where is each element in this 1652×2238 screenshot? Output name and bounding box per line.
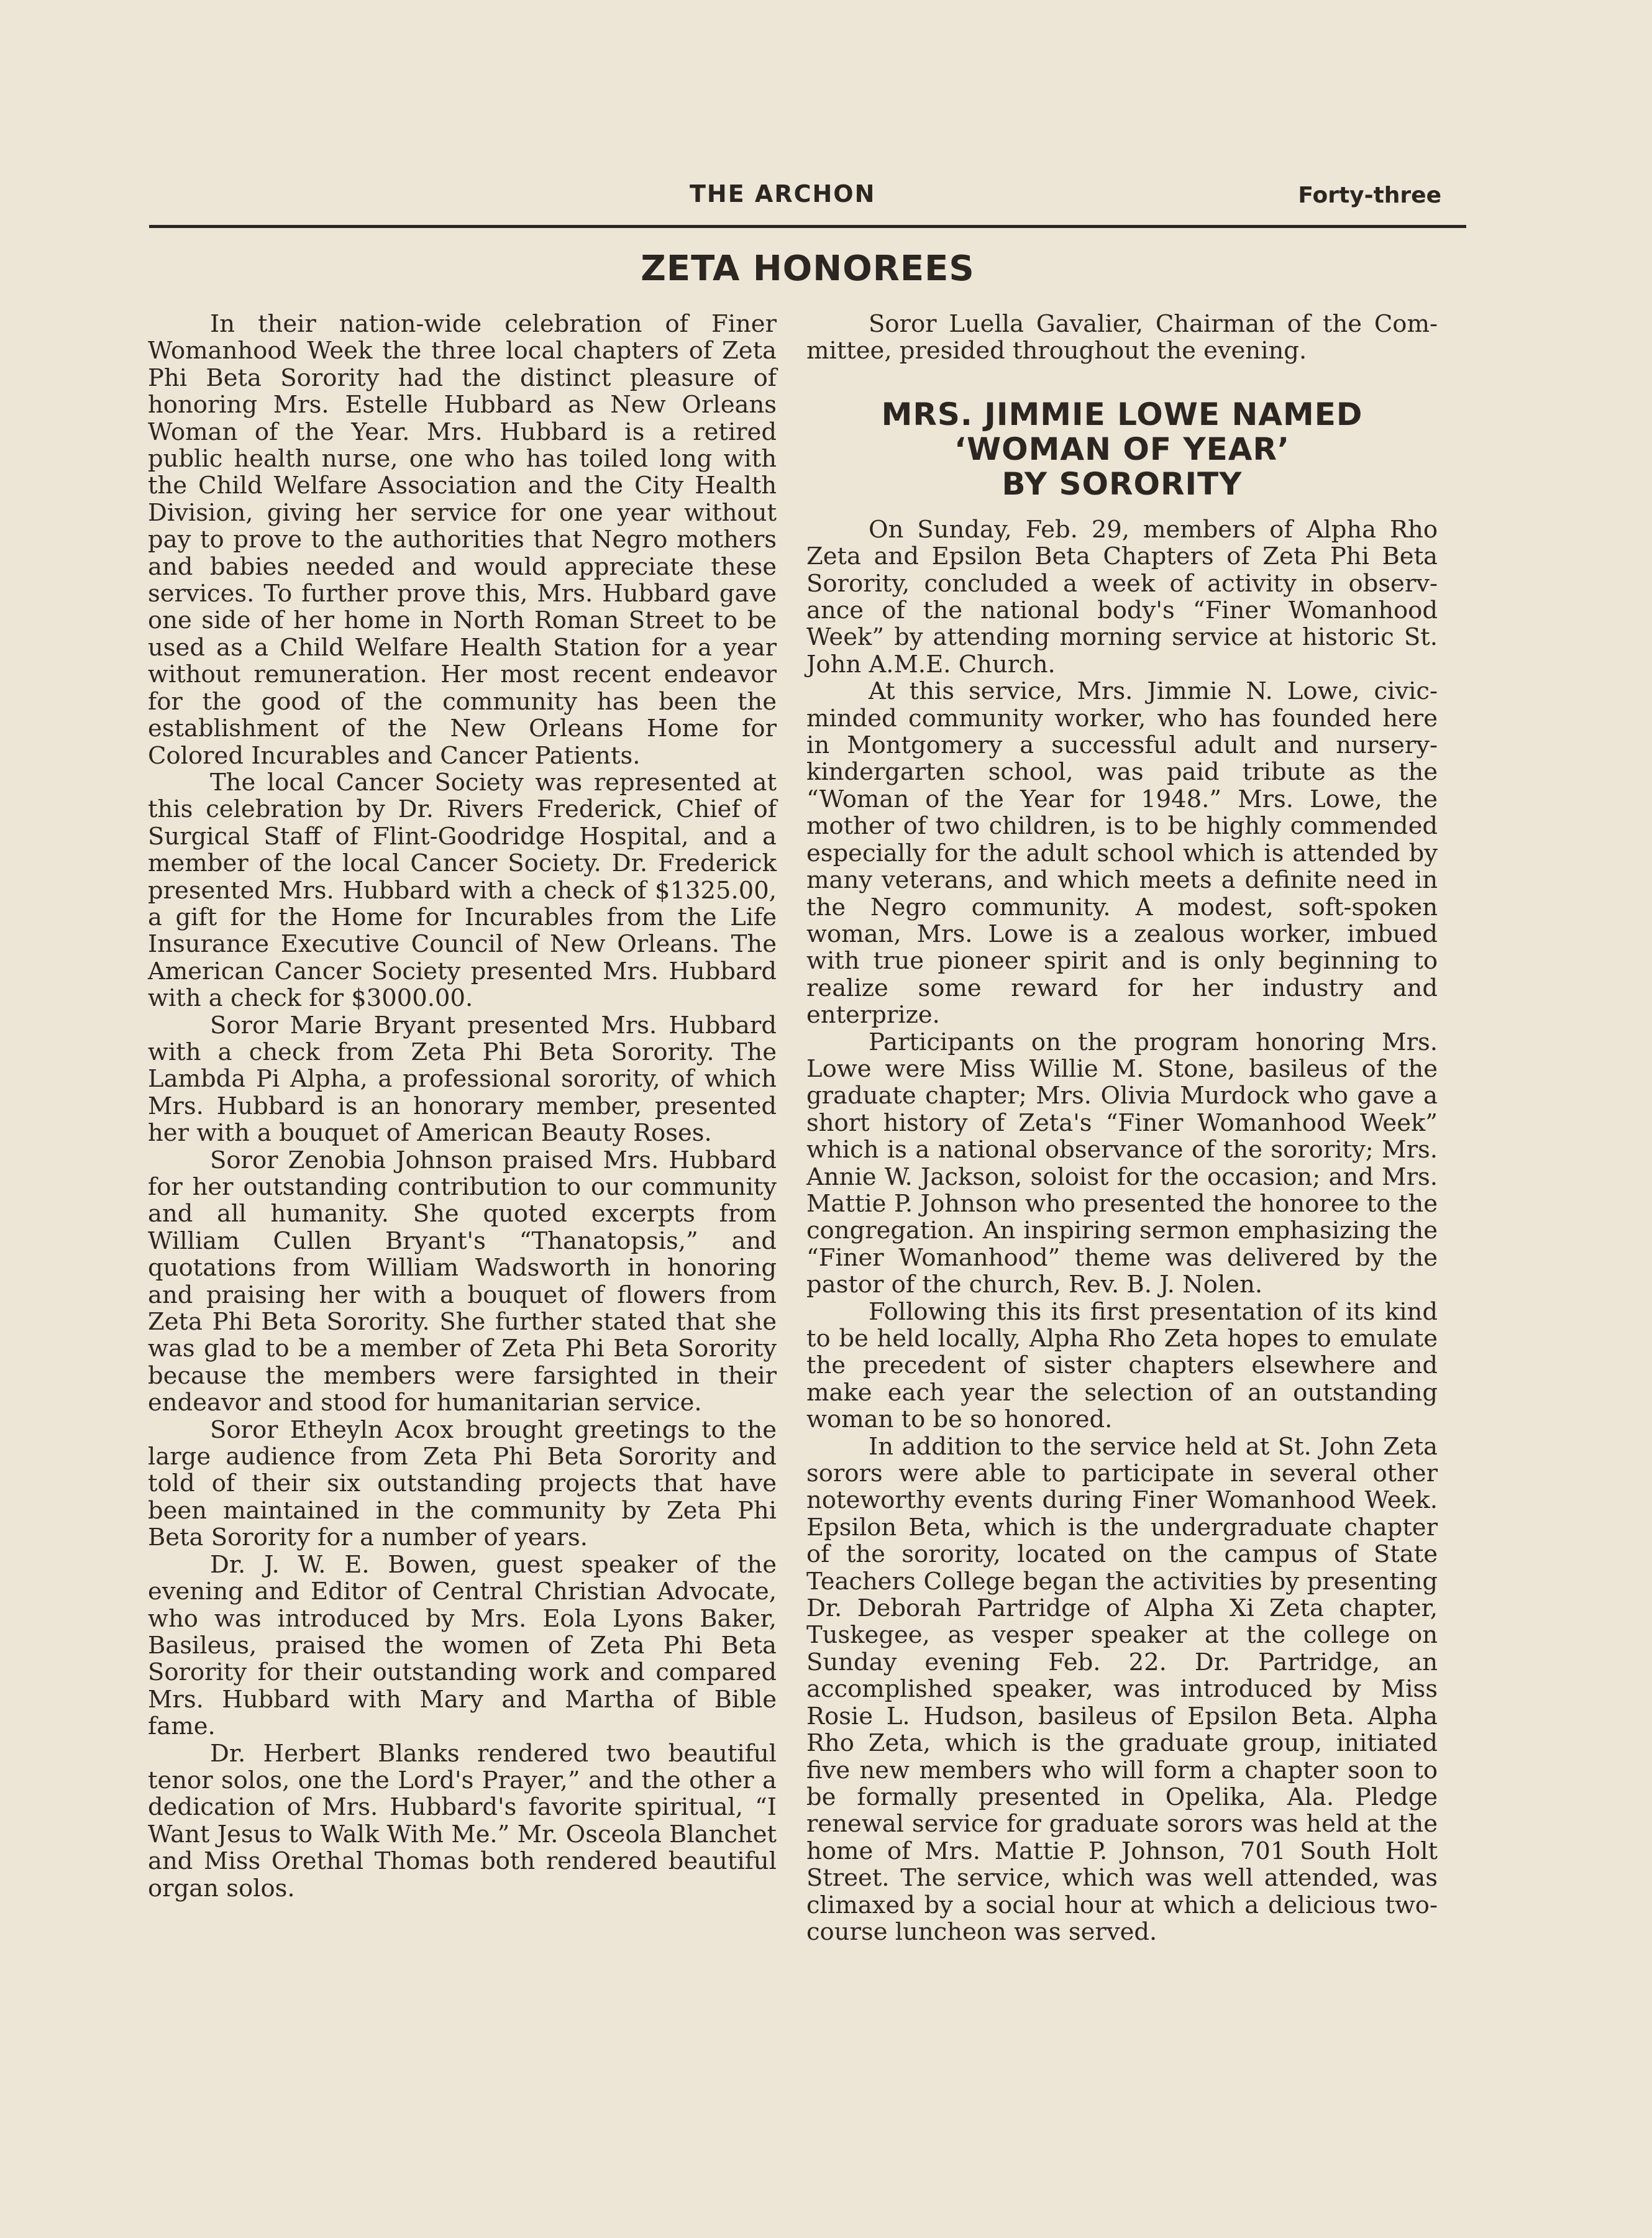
article-paragraph: Soror Marie Bryant presented Mrs. Hubbard with a check from Zeta Phi Beta Sorority. The Lambda Pi Alpha, a professional sorority, of which Mrs. Hubbard is an honorary member, presented her with a bouquet of American Beauty Roses. [148,1011,777,1148]
headline-line: BY SORORITY [1002,465,1243,502]
left-column [148,311,777,1902]
article-paragraph: In addition to the service held at St. John Zeta sorors were able to participate in several other noteworthy events during Finer Womanhood Week. Epsilon Beta, which is the undergraduate chapter of the sorority, located on the campus of State Teachers College began the activities by presenting Dr. Deborah Partridge of Alpha Xi Zeta chapter, Tuskegee, as vesper speaker at the college on Sunday evening Feb. 22. Dr. Partridge, an accomplished speaker, was introduced by Miss Rosie L. Hudson, basileus of Epsilon Beta. Alpha Rho Zeta, which is the graduate group, initiated five new members who will form a chapter soon to be formally presented in Opelika, Ala. Pledge renewal service for graduate sorors was held at the home of Mrs. Mattie P. Johnson, 701 South Holt Street. The service, which was well attended, was climaxed by a social hour at which a delicious two-course luncheon was served. [806,1432,1438,1946]
headline-line: MRS. JIMMIE LOWE NAMED [881,396,1363,432]
article-paragraph: In their nation-wide celebration of Finer Womanhood Week the three local chapters of Zeta Phi Beta Sorority had the distinct pleasure of honoring Mrs. Estelle Hubbard as New Orleans Woman of the Year. Mrs. Hubbard is a retired public health nurse, one who has toiled long with the Child Welfare Association and the City Health Division, giving her service for one year without pay to prove to the authorities that Negro mothers and babies needed and would appreciate these services. To further prove this, Mrs. Hubbard gave one side of her home in North Roman Street to be used as a Child Welfare Health Station for a year without remuneration. Her most recent endeavor for the good of the community has been the establishment of the New Orleans Home for Colored Incurables and Cancer Patients. [148,310,777,770]
article-headline-jimmie-lowe [806,397,1438,501]
article-paragraph: Dr. Herbert Blanks rendered two beautiful tenor solos, one the Lord's Prayer,” and the other a dedication of Mrs. Hubbard's favorite spiritual, “I Want Jesus to Walk With Me.” Mr. Osceola Blanchet and Miss Orethal Thomas both rendered beautiful organ solos. [148,1739,777,1902]
article-paragraph: Soror Zenobia Johnson praised Mrs. Hubbard for her outstanding contribution to our community and all humanity. She quoted excerpts from William Cullen Bryant's “Thanatopsis,” and quotations from William Wadsworth in honoring and praising her with a bouquet of flowers from Zeta Phi Beta Sorority. She further stated that she was glad to be a member of Zeta Phi Beta Sorority because the members were farsighted in their endeavor and stood for humanitarian service. [148,1146,777,1417]
header-rule [149,225,1466,228]
page-number: Forty-three [1298,183,1441,208]
running-header [149,180,1441,217]
publication-title: THE ARCHON [690,180,876,208]
article-paragraph: On Sunday, Feb. 29, members of Alpha Rho Zeta and Epsilon Beta Chapters of Zeta Phi Beta Sorority, concluded a week of activity in observance of the national body's “Finer Womanhood Week” by attending morning service at historic St. John A.M.E. Church. [806,515,1438,678]
article-headline-zeta-honorees: ZETA HONOREES [641,249,975,289]
article-paragraph: The local Cancer Society was represented at this celebration by Dr. Rivers Frederick, Chief of Surgical Staff of Flint-Goodridge Hospital, and a member of the local Cancer Society. Dr. Frederick presented Mrs. Hubbard with a check of $1325.00, a gift for the Home for Incurables from the Life Insurance Executive Council of New Orleans. The American Cancer Society presented Mrs. Hubbard with a check for $3000.00. [148,768,777,1013]
article-paragraph: Following this its first presentation of its kind to be held locally, Alpha Rho Zeta hopes to emulate the precedent of sister chapters elsewhere and make each year the selection of an outstanding woman to be so honored. [806,1297,1438,1434]
article-paragraph: Soror Luella Gavalier, Chairman of the Committee, presided throughout the evening. [806,310,1438,365]
article-paragraph: Soror Etheyln Acox brought greetings to the large audience from Zeta Phi Beta Sorority and told of their six outstanding projects that have been maintained in the community by Zeta Phi Beta Sorority for a number of years. [148,1415,777,1552]
article-paragraph: At this service, Mrs. Jimmie N. Lowe, civic-minded community worker, who has founded here in Montgomery a successful adult and nursery-kindergarten school, was paid tribute as the “Woman of the Year for 1948.” Mrs. Lowe, the mother of two children, is to be highly commended especially for the adult school which is attended by many veterans, and which meets a definite need in the Negro community. A modest, soft-spoken woman, Mrs. Lowe is a zealous worker, imbued with true pioneer spirit and is only beginning to realize some reward for her industry and enterprize. [806,677,1438,1030]
article-paragraph: Participants on the program honoring Mrs. Lowe were Miss Willie M. Stone, basileus of the graduate chapter; Mrs. Olivia Murdock who gave a short history of Zeta's “Finer Womanhood Week” which is a national observance of the sorority; Mrs. Annie W. Jackson, soloist for the occasion; and Mrs. Mattie P. Johnson who presented the honoree to the congregation. An inspiring sermon emphasizing the “Finer Womanhood” theme was delivered by the pastor of the church, Rev. B. J. Nolen. [806,1028,1438,1299]
article-paragraph: Dr. J. W. E. Bowen, guest speaker of the evening and Editor of Central Christian Advocate, who was introduced by Mrs. Eola Lyons Baker, Basileus, praised the women of Zeta Phi Beta Sorority for their outstanding work and compared Mrs. Hubbard with Mary and Martha of Bible fame. [148,1550,777,1741]
right-column [806,311,1438,1945]
headline-line: ‘WOMAN OF YEAR’ [954,431,1290,467]
